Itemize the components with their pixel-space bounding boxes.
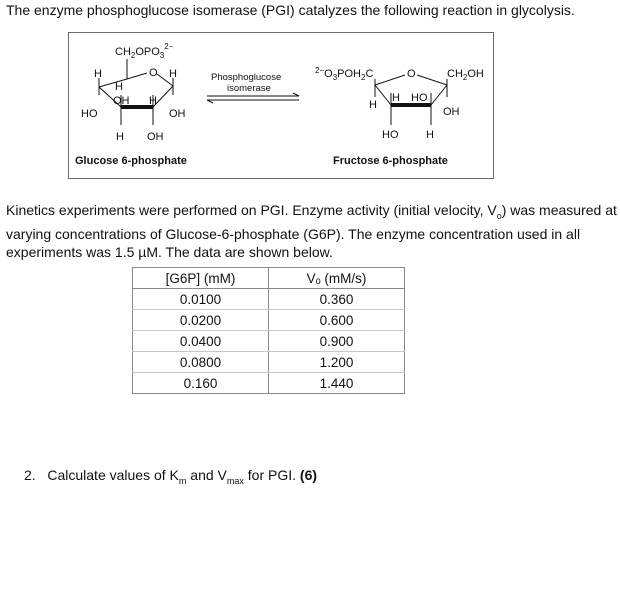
cell-vo: 1.440 bbox=[269, 373, 405, 394]
cell-vo: 0.900 bbox=[269, 331, 405, 352]
f-ring-oxygen: O bbox=[407, 68, 416, 80]
f-h-inner: H bbox=[392, 92, 400, 104]
g-oh-inner: OH bbox=[113, 95, 130, 107]
g-ring-oxygen: O bbox=[149, 67, 158, 79]
cell-g6p: 0.0400 bbox=[133, 331, 269, 352]
kinetics-paragraph: Kinetics experiments were performed on PGI. Enzyme activity (initial velocity, $V_o$) was measured at varying concentrations of Glucose-6-phosphate (G6P). The enzyme concentration used in all experiments was 1.5 µM. The data are shown below. bbox=[6, 202, 617, 260]
cell-g6p: 0.160 bbox=[133, 373, 269, 394]
f-oh-right: OH bbox=[443, 106, 460, 118]
header-vo: Vₒ (mM/s) bbox=[269, 268, 405, 289]
enzyme-label-line2: isomerase bbox=[227, 83, 271, 94]
table-header-row bbox=[133, 268, 405, 289]
g-h-bottom: H bbox=[116, 131, 124, 143]
reaction-diagram bbox=[69, 33, 493, 178]
question-points: (6) bbox=[299, 467, 318, 483]
g-h-inner: H bbox=[115, 81, 123, 93]
f-ho-inner: HO bbox=[411, 92, 428, 104]
fructose-label: Fructose 6-phosphate bbox=[333, 155, 448, 167]
g-h-left: H bbox=[94, 68, 102, 80]
f-ho-bottom: HO bbox=[382, 129, 399, 141]
cell-vo: 0.360 bbox=[269, 289, 405, 310]
f-o3poh2c-text: $^{2-}O_3POH_2C$ bbox=[315, 66, 374, 82]
intro-text: The enzyme phosphoglucose isomerase (PGI) catalyzes the following reaction in glycolysis. bbox=[6, 2, 575, 18]
table-row bbox=[133, 310, 405, 331]
g-h-inner2: H bbox=[149, 95, 157, 107]
reaction-figure bbox=[68, 32, 494, 179]
glucose-structure bbox=[81, 42, 186, 143]
g-oh-right: OH bbox=[169, 108, 186, 120]
table-row bbox=[133, 289, 405, 310]
header-g6p: [G6P] (mM) bbox=[133, 268, 269, 289]
fructose-structure bbox=[315, 66, 484, 141]
glucose-label: Glucose 6-phosphate bbox=[75, 155, 187, 167]
question-number: 2. bbox=[24, 467, 36, 483]
g-ch2opo3-text: $CH_2OPO_3^{2-}$ bbox=[115, 42, 174, 60]
question-2: 2. Calculate values of $K_m$ and $V_{max}$ for PGI. (6) bbox=[24, 467, 318, 486]
equilibrium-arrows bbox=[207, 93, 299, 103]
cell-vo: 1.200 bbox=[269, 352, 405, 373]
g-ho-left: HO bbox=[81, 108, 98, 120]
cell-vo: 0.600 bbox=[269, 310, 405, 331]
cell-g6p: 0.0800 bbox=[133, 352, 269, 373]
g-h-right: H bbox=[169, 68, 177, 80]
f-h-bottom: H bbox=[426, 129, 434, 141]
table-row bbox=[133, 373, 405, 394]
kinetics-data-table bbox=[132, 267, 405, 394]
table-row bbox=[133, 331, 405, 352]
f-h-left: H bbox=[369, 99, 377, 111]
cell-g6p: 0.0100 bbox=[133, 289, 269, 310]
cell-g6p: 0.0200 bbox=[133, 310, 269, 331]
f-ch2oh-text: $CH_2OH$ bbox=[447, 68, 484, 82]
table-row bbox=[133, 352, 405, 373]
enzyme-label-line1: Phosphoglucose bbox=[211, 72, 282, 83]
g-oh-bottom: OH bbox=[147, 131, 164, 143]
